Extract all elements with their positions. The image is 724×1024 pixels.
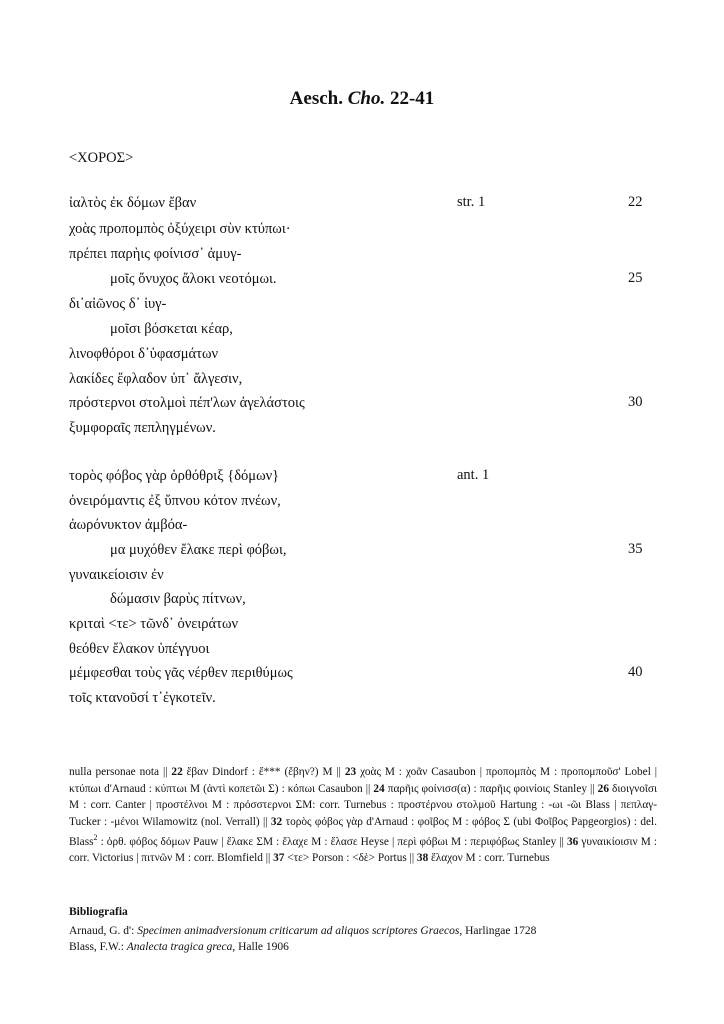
bib-place: , Harlingae 1728 xyxy=(459,925,537,937)
bibliography-heading: Bibliografia xyxy=(69,906,128,918)
verse-line: τοῖς κτανοῦσί τ᾽ἐγκοτεῖν. xyxy=(69,690,216,706)
verse-line: ἀωρόνυκτον ἀμβόα- xyxy=(69,517,188,533)
verse-line: μα μυχόθεν ἔλακε περὶ φόβωι, xyxy=(110,542,287,558)
verse-line: γυναικείοισιν ἐν xyxy=(69,567,164,583)
line-number: 22 xyxy=(628,194,643,210)
page-title xyxy=(0,88,724,110)
line-number: 30 xyxy=(628,394,643,410)
bib-place: , Halle 1906 xyxy=(232,941,289,953)
verse-line: ἰαλτὸς ἐκ δόμων ἔβαν xyxy=(69,195,197,211)
apparatus-note: γυναικίοισιν M : corr. Victorius | πιτνῶν M : corr. Blomfield || xyxy=(69,835,658,865)
apparatus-line-ref: 24 xyxy=(373,782,385,795)
line-number: 40 xyxy=(628,664,643,680)
verse-line: λακίδες ἔφλαδον ὑπ᾽ ἄλγεσιν, xyxy=(69,371,243,387)
bib-title: Specimen animadversionum criticarum ad aliquos scriptores Graecos xyxy=(137,925,460,937)
critical-apparatus xyxy=(69,764,657,867)
verse-line: ξυμφοραῖς πεπληγμένων. xyxy=(69,420,216,436)
apparatus-line-ref: 23 xyxy=(344,766,357,778)
apparatus-note: ἔλαχον M : corr. Turnebus xyxy=(431,852,550,865)
apparatus-note: : ὀρθ. φόβος δόμων Pauw | ἔλακε ΣM : ἔλαχε M : ἔλασε Heyse | περὶ φόβωι M : περιφόβως Stanley || xyxy=(100,835,564,848)
apparatus-note: nulla personae nota || xyxy=(69,766,168,778)
apparatus-line-ref: 38 xyxy=(416,852,429,865)
apparatus-line-ref: 26 xyxy=(597,782,609,795)
bibliography-entry xyxy=(69,941,289,953)
apparatus-line-ref: 32 xyxy=(270,815,283,828)
verse-line: πρόστερνοι στολμοὶ πέπ'λων ἀγελάστοις xyxy=(69,395,305,411)
verse-line: λινοφθόροι δ᾽ὑφασμάτων xyxy=(69,346,219,362)
apparatus-line-ref: 37 xyxy=(273,852,285,865)
verse-line: πρέπει παρὴις φοίνισσ᾽ ἀμυγ- xyxy=(69,246,242,262)
verse-line: ὀνειρόμαντις ἐξ ὕπνου κότον πνέων, xyxy=(69,493,281,509)
bib-title: Analecta tragica greca xyxy=(126,941,233,953)
verse-line: δώμασιν βαρὺς πίτνων, xyxy=(110,591,246,607)
verse-line: θεόθεν ἔλακον ὑπέγγυοι xyxy=(69,641,210,657)
line-number: 25 xyxy=(628,270,643,286)
verse-line: μοῖς ὄνυχος ἄλοκι νεοτόμωι. xyxy=(110,271,277,287)
verse-line: κριταὶ <τε> τῶνδ᾽ ὀνειράτων xyxy=(69,616,239,632)
apparatus-note: τορὸς φόβος γὰρ d'Arnaud : φοῖβος M : φόβος Σ (ubi Φοῖβος Papgeorgios) : del. Blass xyxy=(69,815,657,848)
apparatus-note: παρῆις φοίνισσ(α) : παρῆις φοινίοις Stanley || xyxy=(387,782,595,795)
title-work: Cho. xyxy=(347,88,386,109)
apparatus-note: διοιγνοῖσι M : corr. Canter | προστέλνοι M : πρόσστερνοι ΣM: corr. Turnebus : προστέρνου στολμοῦ Hartung : -ωι -ῶι Blass | πεπλαγ- Tucker : -μένοι Wilamowitz (nol. Verrall) || xyxy=(69,782,658,828)
bib-author: Arnaud, G. d': xyxy=(69,925,135,937)
apparatus-line-ref: 36 xyxy=(566,835,579,848)
title-lines: 22-41 xyxy=(389,88,435,109)
apparatus-line-ref: 22 xyxy=(171,766,183,778)
line-number: 35 xyxy=(628,541,643,557)
apparatus-note: <τε> Porson : <δὲ> Portus || xyxy=(287,852,415,865)
verse-line: μέμφεσθαι τοὺς γᾶς νέρθεν περιθύμως xyxy=(69,665,293,681)
apparatus-note: χοὰς M : χοᾶν Casaubon | προπομπὸς M : προπομποῦσ' Lobel | κτύπωι d'Arnaud : κύπτωι M (ἀντὶ κοπετῶι Σ) : κόπωι Casaubon || xyxy=(69,766,658,795)
apparatus-superscript: 2 xyxy=(93,833,98,842)
verse-line: χοὰς προπομπὸς ὀξύχειρι σὺν κτύπωι· xyxy=(69,221,291,237)
title-author: Aesch. xyxy=(289,88,343,109)
bib-author: Blass, F.W.: xyxy=(69,941,124,953)
antistrophe-label: ant. 1 xyxy=(457,467,490,483)
bibliography-entry xyxy=(69,925,536,937)
verse-line: τορὸς φόβος γὰρ ὀρθόθριξ {δόμων} xyxy=(69,468,280,484)
speaker-label: <ΧΟΡΟΣ> xyxy=(69,150,134,166)
strophe-label: str. 1 xyxy=(457,194,486,210)
verse-line: δι᾽αἰῶνος δ᾽ ἰυγ- xyxy=(69,296,167,312)
apparatus-note: ἔβαν Dindorf : ἔ*** (ἔβην?) M || xyxy=(186,766,341,778)
verse-line: μοῖσι βόσκεται κέαρ, xyxy=(110,321,233,337)
